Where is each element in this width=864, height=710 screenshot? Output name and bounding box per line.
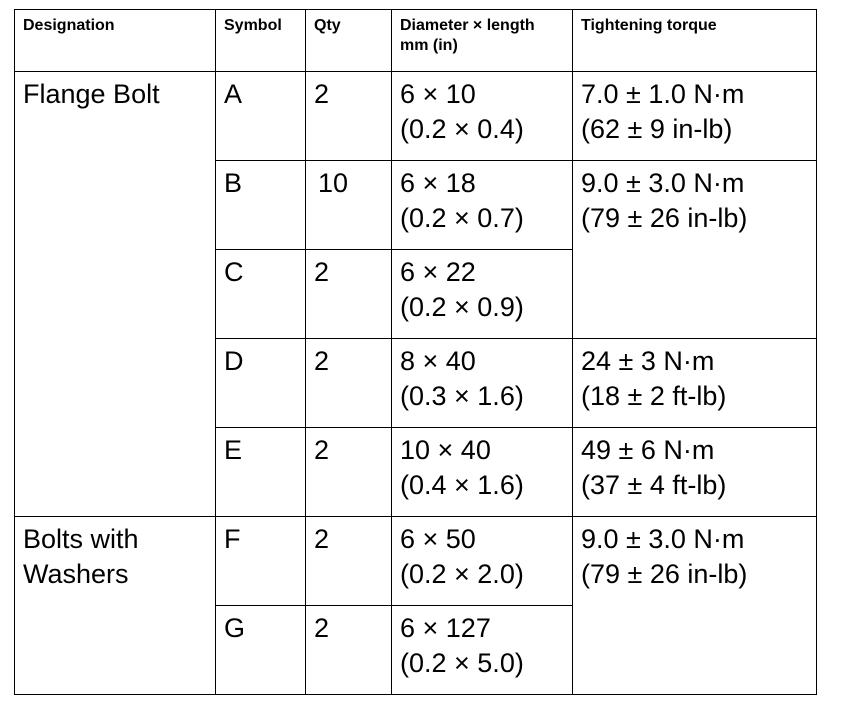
dimension-cell: 6 × 10 (0.2 × 0.4) [392, 72, 573, 161]
symbol-cell: G [216, 606, 306, 695]
designation-cell-flange-bolt: Flange Bolt [15, 72, 216, 517]
qty-cell: 2 [306, 250, 392, 339]
qty-cell: 2 [306, 517, 392, 606]
symbol-cell: A [216, 72, 306, 161]
header-tightening-torque: Tightening torque [573, 10, 817, 72]
header-diameter-length: Diameter × length mm (in) [392, 10, 573, 72]
torque-cell: 9.0 ± 3.0 N·m (79 ± 26 in-lb) [573, 517, 817, 695]
bolt-spec-table [14, 9, 817, 695]
qty-cell: 2 [306, 72, 392, 161]
qty-cell: 2 [306, 339, 392, 428]
symbol-cell: D [216, 339, 306, 428]
dimension-cell: 8 × 40 (0.3 × 1.6) [392, 339, 573, 428]
dimension-cell: 6 × 22 (0.2 × 0.9) [392, 250, 573, 339]
table-row [15, 72, 817, 161]
symbol-cell: E [216, 428, 306, 517]
torque-cell: 24 ± 3 N·m (18 ± 2 ft-lb) [573, 339, 817, 428]
table-row [15, 517, 817, 606]
torque-cell: 7.0 ± 1.0 N·m (62 ± 9 in-lb) [573, 72, 817, 161]
dimension-cell: 6 × 50 (0.2 × 2.0) [392, 517, 573, 606]
dimension-cell: 6 × 18 (0.2 × 0.7) [392, 161, 573, 250]
symbol-cell: F [216, 517, 306, 606]
symbol-cell: C [216, 250, 306, 339]
table-header-row [15, 10, 817, 72]
dimension-cell: 6 × 127 (0.2 × 5.0) [392, 606, 573, 695]
torque-cell: 9.0 ± 3.0 N·m (79 ± 26 in-lb) [573, 161, 817, 339]
dimension-cell: 10 × 40 (0.4 × 1.6) [392, 428, 573, 517]
qty-cell: 2 [306, 606, 392, 695]
qty-cell: 10 [306, 161, 392, 250]
header-qty: Qty [306, 10, 392, 72]
header-designation: Designation [15, 10, 216, 72]
header-symbol: Symbol [216, 10, 306, 72]
designation-cell-bolts-with-washers: Bolts with Washers [15, 517, 216, 695]
symbol-cell: B [216, 161, 306, 250]
torque-cell: 49 ± 6 N·m (37 ± 4 ft-lb) [573, 428, 817, 517]
qty-cell: 2 [306, 428, 392, 517]
